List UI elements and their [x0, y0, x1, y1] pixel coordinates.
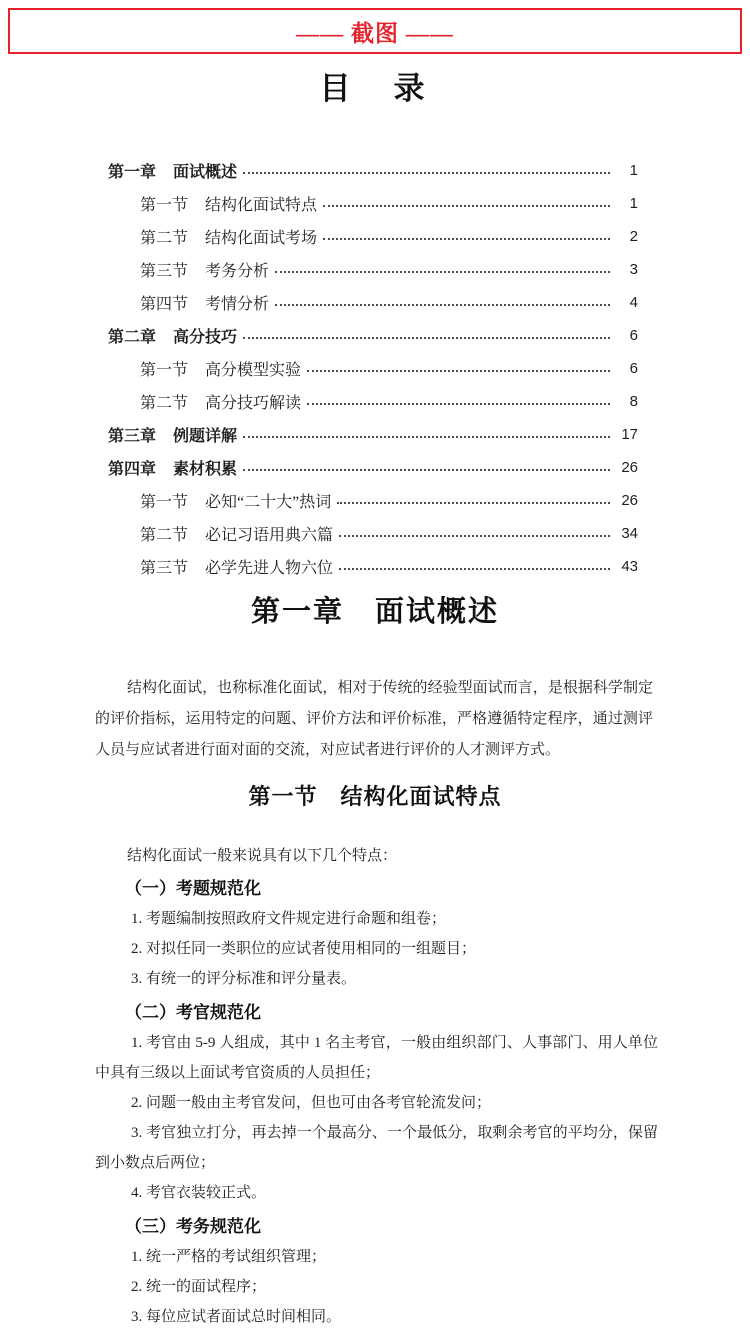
- toc-entry-section: [108, 187, 638, 220]
- toc-page-number: 26: [621, 459, 638, 476]
- toc-entry-number: 第一节: [140, 362, 189, 379]
- toc-entry-section: [108, 484, 638, 517]
- list-item: 1. 考题编制按照政府文件规定进行命题和组卷；: [131, 911, 447, 927]
- toc-entry-section: [108, 517, 638, 550]
- toc-dot-leader: [275, 304, 610, 306]
- toc-entry-title: 结构化面试特点: [205, 197, 318, 214]
- toc-entry-title: 高分技巧: [173, 329, 238, 346]
- toc-dot-leader: [339, 535, 610, 537]
- toc-dot-leader: [243, 337, 610, 339]
- toc-entry-chapter-4: [108, 451, 638, 484]
- toc-dot-leader: [323, 238, 610, 240]
- toc-entry-number: 第四章: [108, 461, 157, 478]
- toc-page-number: 3: [629, 261, 638, 278]
- toc-dot-leader: [337, 502, 610, 504]
- toc-entry-number: 第一节: [140, 494, 189, 511]
- toc-page-number: 6: [629, 360, 638, 377]
- toc-entry-number: 第二节: [140, 230, 189, 247]
- list-item: 1. 统一严格的考试组织管理；: [131, 1249, 327, 1265]
- list-item: 2. 问题一般由主考官发问，但也可由各考官轮流发问；: [131, 1095, 492, 1111]
- toc-title: 目 录: [319, 71, 431, 106]
- group-heading-3: （三）考务规范化: [125, 1217, 261, 1236]
- list-item: 3. 每位应试者面试总时间相同。: [131, 1309, 342, 1325]
- toc-entry-section: [108, 550, 638, 583]
- toc-page-number: 2: [629, 228, 638, 245]
- toc-dot-leader: [243, 469, 610, 471]
- toc-entry-section: [108, 286, 638, 319]
- toc-entry-section: [108, 352, 638, 385]
- toc-page-number: 1: [629, 195, 638, 212]
- table-of-contents: [108, 154, 638, 583]
- toc-entry-title: 高分模型实验: [205, 362, 302, 379]
- toc-entry-section: [108, 385, 638, 418]
- toc-page-number: 26: [621, 492, 638, 509]
- toc-dot-leader: [275, 271, 610, 273]
- section-lead-paragraph: 结构化面试一般来说具有以下几个特点：: [127, 848, 398, 864]
- chapter-intro-paragraph: 结构化面试，也称标准化面试，相对于传统的经验型面试而言，是根据科学制定的评价指标，运用特定的问题、评价方法和评价标准，严格遵循特定程序，通过测评人员与应试者进行面对面的交流，对应试者进行评价的人才测评方式。: [95, 680, 653, 758]
- list-item: 2. 对拟任同一类职位的应试者使用相同的一组题目；: [131, 941, 477, 957]
- toc-entry-title: 素材积累: [173, 461, 238, 478]
- toc-entry-chapter-2: [108, 319, 638, 352]
- toc-page-number: 6: [629, 327, 638, 344]
- toc-entry-number: 第四节: [140, 296, 189, 313]
- screenshot-banner-label: —— 截图 ——: [296, 20, 454, 46]
- toc-page-number: 43: [621, 558, 638, 575]
- list-item: 2. 统一的面试程序；: [131, 1279, 267, 1295]
- screenshot-banner: [8, 8, 742, 54]
- group-heading-1: （一）考题规范化: [125, 879, 261, 898]
- toc-entry-title: 例题详解: [173, 428, 238, 445]
- list-item: 3. 考官独立打分，再去掉一个最高分、一个最低分，取剩余考官的平均分，保留到小数点后两位；: [95, 1125, 658, 1171]
- toc-entry-number: 第一章: [108, 164, 157, 181]
- toc-entry-section: [108, 253, 638, 286]
- toc-entry-section: [108, 220, 638, 253]
- toc-page-number: 1: [629, 162, 638, 179]
- toc-entry-number: 第二章: [108, 329, 157, 346]
- toc-entry-chapter-1: [108, 154, 638, 187]
- toc-entry-title: 必学先进人物六位: [205, 560, 334, 577]
- toc-entry-title: 必记习语用典六篇: [205, 527, 334, 544]
- toc-entry-title: 高分技巧解读: [205, 395, 302, 412]
- toc-entry-title: 考情分析: [205, 296, 270, 313]
- toc-page-number: 4: [629, 294, 638, 311]
- toc-entry-number: 第三节: [140, 560, 189, 577]
- toc-page-number: 34: [621, 525, 638, 542]
- toc-dot-leader: [243, 172, 610, 174]
- list-item: 4. 考官衣装较正式。: [131, 1185, 267, 1201]
- toc-entry-title: 考务分析: [205, 263, 270, 280]
- toc-entry-number: 第二节: [140, 527, 189, 544]
- toc-entry-number: 第三节: [140, 263, 189, 280]
- toc-entry-chapter-3: [108, 418, 638, 451]
- toc-dot-leader: [323, 205, 610, 207]
- group-heading-2: （二）考官规范化: [125, 1003, 261, 1022]
- toc-page-number: 17: [621, 426, 638, 443]
- toc-dot-leader: [339, 568, 610, 570]
- toc-dot-leader: [307, 403, 610, 405]
- toc-dot-leader: [243, 436, 610, 438]
- toc-entry-number: 第一节: [140, 197, 189, 214]
- toc-entry-number: 第三章: [108, 428, 157, 445]
- chapter-heading: 第一章 面试概述: [250, 596, 499, 628]
- toc-page-number: 8: [629, 393, 638, 410]
- toc-entry-title: 结构化面试考场: [205, 230, 318, 247]
- toc-entry-title: 必知“二十大”热词: [205, 494, 332, 511]
- toc-dot-leader: [307, 370, 610, 372]
- toc-entry-number: 第二节: [140, 395, 189, 412]
- list-item: 3. 有统一的评分标准和评分量表。: [131, 971, 357, 987]
- toc-entry-title: 面试概述: [173, 164, 238, 181]
- section-heading: 第一节 结构化面试特点: [248, 784, 502, 809]
- list-item: 1. 考官由 5-9 人组成，其中 1 名主考官，一般由组织部门、人事部门、用人单位中具有三级以上面试考官资质的人员担任；: [95, 1035, 658, 1081]
